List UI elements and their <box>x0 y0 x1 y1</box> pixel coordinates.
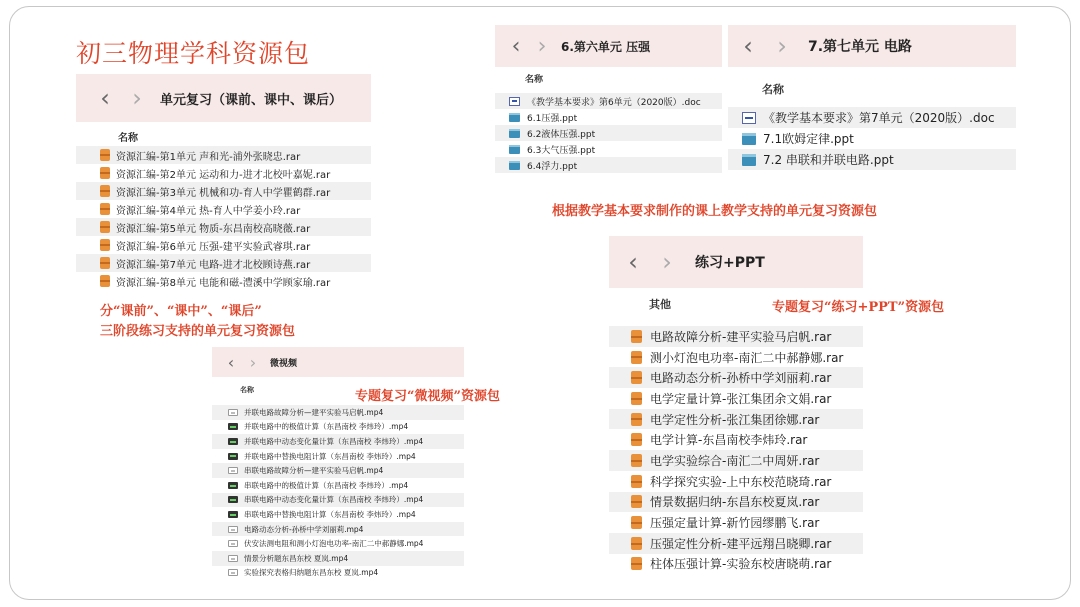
practice-file-list <box>609 326 863 574</box>
ppt-icon <box>509 129 520 138</box>
unit6-file-list <box>495 93 722 173</box>
file-row[interactable] <box>609 450 863 471</box>
rar-icon <box>100 185 110 197</box>
forward-arrow-icon[interactable]: › <box>777 32 787 60</box>
file-row[interactable] <box>609 326 863 347</box>
file-name: 资源汇编-第5单元 物质-东昌南校高晓薇.rar <box>116 223 311 235</box>
file-row[interactable] <box>609 512 863 533</box>
file-name: 串联电路中的极值计算（东昌南校 李炜玲）.mp4 <box>244 480 409 490</box>
ppt-icon <box>509 113 520 122</box>
doc-icon <box>742 112 756 124</box>
rar-icon <box>100 275 110 287</box>
unit7-column-header[interactable]: 名称 <box>762 83 784 96</box>
file-row[interactable] <box>212 551 464 566</box>
video-folder-title: 微视频 <box>270 358 298 369</box>
video-window <box>212 347 464 585</box>
micro-video-caption: 专题复习“微视频”资源包 <box>355 389 500 404</box>
rar-icon <box>100 239 110 251</box>
file-row[interactable] <box>76 218 371 236</box>
file-row[interactable] <box>212 478 464 493</box>
file-name: 6.3大气压强.ppt <box>527 145 596 156</box>
file-name: 串联电路故障分析—建平实验马启帆.mp4 <box>244 466 384 476</box>
video-light-icon <box>228 540 238 547</box>
unit-review-column-header[interactable]: 名称 <box>118 133 138 144</box>
video-column-header[interactable]: 名称 <box>240 386 254 394</box>
unit6-navbar <box>495 25 722 67</box>
unit6-window <box>495 25 722 175</box>
rar-icon <box>631 454 642 467</box>
file-row[interactable] <box>76 236 371 254</box>
file-row[interactable] <box>609 554 863 574</box>
video-icon <box>228 423 238 430</box>
video-navbar <box>212 347 464 377</box>
file-name: 柱体压强计算-实验东校唐晓萌.rar <box>650 557 832 572</box>
file-row[interactable] <box>76 254 371 272</box>
file-row[interactable] <box>609 388 863 409</box>
three-stage-caption-line2: 三阶段练习支持的单元复习资源包 <box>100 324 296 339</box>
file-name: 资源汇编-第1单元 声和光-浦外张晓忠.rar <box>116 151 301 163</box>
file-row[interactable] <box>728 149 1016 170</box>
rar-icon <box>100 149 110 161</box>
file-row[interactable] <box>212 493 464 508</box>
file-name: 6.4浮力.ppt <box>527 161 578 172</box>
file-name: 资源汇编-第7单元 电路-进才北校顾诗燕.rar <box>116 259 311 271</box>
file-row[interactable] <box>609 429 863 450</box>
practice-navbar <box>609 236 863 288</box>
video-light-icon <box>228 526 238 533</box>
file-name: 串联电路中动态变化量计算（东昌南校 李炜玲）.mp4 <box>244 495 424 505</box>
rar-icon <box>631 392 642 405</box>
file-row[interactable] <box>76 146 371 164</box>
forward-arrow-icon[interactable]: › <box>662 248 672 276</box>
rar-icon <box>100 167 110 179</box>
file-row[interactable] <box>495 125 722 141</box>
unit-review-file-list <box>76 146 371 290</box>
back-arrow-icon[interactable]: ‹ <box>743 32 753 60</box>
forward-arrow-icon[interactable]: › <box>132 84 142 112</box>
file-name: 《教学基本要求》第7单元（2020版）.doc <box>763 111 995 125</box>
rar-icon <box>631 537 642 550</box>
file-name: 电路动态分析-孙桥中学刘丽莉.rar <box>650 371 832 386</box>
file-row[interactable] <box>495 141 722 157</box>
file-name: 资源汇编-第6单元 压强-建平实验武睿琪.rar <box>116 241 311 253</box>
file-row[interactable] <box>212 420 464 435</box>
ppt-icon <box>509 161 520 170</box>
rar-icon <box>631 516 642 529</box>
file-name: 电学计算-东昌南校李炜玲.rar <box>650 433 808 448</box>
unit7-folder-title: 7.第七单元 电路 <box>808 39 912 55</box>
file-name: 压强定性分析-建平远翔吕晓卿.rar <box>650 536 832 551</box>
file-row[interactable] <box>212 434 464 449</box>
file-row[interactable] <box>76 182 371 200</box>
video-light-icon <box>228 569 238 576</box>
file-row[interactable] <box>212 522 464 537</box>
rar-icon <box>631 557 642 570</box>
file-row[interactable] <box>212 405 464 420</box>
unit6-folder-title: 6.第六单元 压强 <box>561 39 651 54</box>
ppt-icon <box>742 154 756 166</box>
file-name: 并联电路中动态变化量计算（东昌南校 李炜玲）.mp4 <box>244 436 424 446</box>
file-row[interactable] <box>212 507 464 522</box>
file-name: 情景数据归纳-东昌东校夏岚.rar <box>650 495 820 510</box>
file-name: 伏安法测电阻和测小灯泡电功率-南汇二中郝静娜.mp4 <box>244 539 424 549</box>
file-row[interactable] <box>609 367 863 388</box>
video-light-icon <box>228 467 238 474</box>
video-icon <box>228 496 238 503</box>
file-name: 电学定性分析-张江集团徐娜.rar <box>650 412 820 427</box>
file-name: 7.1欧姆定律.ppt <box>763 132 854 146</box>
file-row[interactable] <box>76 200 371 218</box>
file-row[interactable] <box>495 93 722 109</box>
file-row[interactable] <box>609 533 863 554</box>
forward-arrow-icon[interactable]: › <box>537 33 547 59</box>
practice-folder-title: 练习+PPT <box>695 255 765 271</box>
unit-review-navbar <box>76 74 371 122</box>
file-row[interactable] <box>495 157 722 173</box>
file-row[interactable] <box>609 471 863 492</box>
file-name: 并联电路中替换电阻计算（东昌南校 李炜玲）.mp4 <box>244 451 416 461</box>
unit-review-folder-title: 单元复习（课前、课中、课后） <box>160 92 343 108</box>
file-row[interactable] <box>212 449 464 464</box>
video-icon <box>228 453 238 460</box>
file-name: 实验探究表格归纳题东昌东校 夏岚.mp4 <box>244 568 379 578</box>
file-name: 资源汇编-第2单元 运动和力-进才北校叶嘉妮.rar <box>116 169 331 181</box>
basic-requirements-caption: 根据教学基本要求制作的课上教学支持的单元复习资源包 <box>552 204 878 219</box>
rar-icon <box>100 257 110 269</box>
practice-window <box>609 236 863 574</box>
file-row[interactable] <box>495 109 722 125</box>
back-arrow-icon[interactable]: ‹ <box>227 352 235 372</box>
file-row[interactable] <box>76 272 371 290</box>
file-name: 电路故障分析-建平实验马启帆.rar <box>650 329 832 344</box>
rar-icon <box>631 371 642 384</box>
file-name: 电学定量计算-张江集团余文娟.rar <box>650 391 832 406</box>
rar-icon <box>631 413 642 426</box>
file-name: 6.1压强.ppt <box>527 113 578 124</box>
file-name: 情景分析题东昌东校 夏岚.mp4 <box>244 553 349 563</box>
file-name: 电路动态分析-孙桥中学刘丽莉.mp4 <box>244 524 364 534</box>
file-name: 资源汇编-第8单元 电能和磁-澧溪中学顾家瑜.rar <box>116 277 331 289</box>
back-arrow-icon[interactable]: ‹ <box>628 248 638 276</box>
file-name: 测小灯泡电功率-南汇二中郝静娜.rar <box>650 350 844 365</box>
rar-icon <box>100 221 110 233</box>
ppt-icon <box>509 145 520 154</box>
file-name: 并联电路故障分析—建平实验马启帆.mp4 <box>244 407 384 417</box>
file-name: 并联电路中的极值计算（东昌南校 李炜玲）.mp4 <box>244 422 409 432</box>
rar-icon <box>100 203 110 215</box>
unit7-navbar <box>728 25 1016 67</box>
ppt-icon <box>742 133 756 145</box>
rar-icon <box>631 330 642 343</box>
file-row[interactable] <box>609 492 863 513</box>
file-name: 串联电路中替换电阻计算（东昌南校 李炜玲）.mp4 <box>244 509 416 519</box>
file-name: 压强定量计算-新竹园缪鹏飞.rar <box>650 516 820 531</box>
back-arrow-icon[interactable]: ‹ <box>100 84 110 112</box>
file-row[interactable] <box>609 347 863 368</box>
file-name: 7.2 串联和并联电路.ppt <box>763 153 894 167</box>
practice-ppt-caption: 专题复习“练习+PPT”资源包 <box>772 300 945 315</box>
practice-column-header[interactable]: 其他 <box>649 298 671 311</box>
back-arrow-icon[interactable]: ‹ <box>511 33 521 59</box>
file-name: 科学探究实验-上中东校范晓琦.rar <box>650 474 832 489</box>
file-name: 《教学基本要求》第6单元（2020版）.doc <box>527 97 701 108</box>
rar-icon <box>631 433 642 446</box>
unit-review-window <box>76 74 371 296</box>
unit6-column-header[interactable]: 名称 <box>525 75 544 85</box>
rar-icon <box>631 475 642 488</box>
file-name: 电学实验综合-南汇二中周妍.rar <box>650 453 820 468</box>
video-file-list <box>212 405 464 580</box>
video-light-icon <box>228 409 238 416</box>
rar-icon <box>631 351 642 364</box>
three-stage-caption-line1: 分“课前”、“课中”、“课后” <box>100 304 262 319</box>
page-title: 初三物理学科资源包 <box>76 39 311 68</box>
file-row[interactable] <box>76 164 371 182</box>
video-icon <box>228 482 238 489</box>
doc-icon <box>509 97 520 106</box>
video-light-icon <box>228 555 238 562</box>
file-row[interactable] <box>212 566 464 581</box>
file-row[interactable] <box>728 128 1016 149</box>
video-icon <box>228 438 238 445</box>
file-row[interactable] <box>728 107 1016 128</box>
unit7-window <box>728 25 1016 175</box>
video-icon <box>228 511 238 518</box>
file-name: 6.2液体压强.ppt <box>527 129 596 140</box>
unit7-file-list <box>728 107 1016 170</box>
forward-arrow-icon[interactable]: › <box>249 352 257 372</box>
rar-icon <box>631 495 642 508</box>
file-name: 资源汇编-第4单元 热-育人中学姜小玲.rar <box>116 205 301 217</box>
file-row[interactable] <box>212 536 464 551</box>
file-name: 资源汇编-第3单元 机械和功-育人中学瞿鹤群.rar <box>116 187 331 199</box>
file-row[interactable] <box>212 463 464 478</box>
file-row[interactable] <box>609 409 863 430</box>
